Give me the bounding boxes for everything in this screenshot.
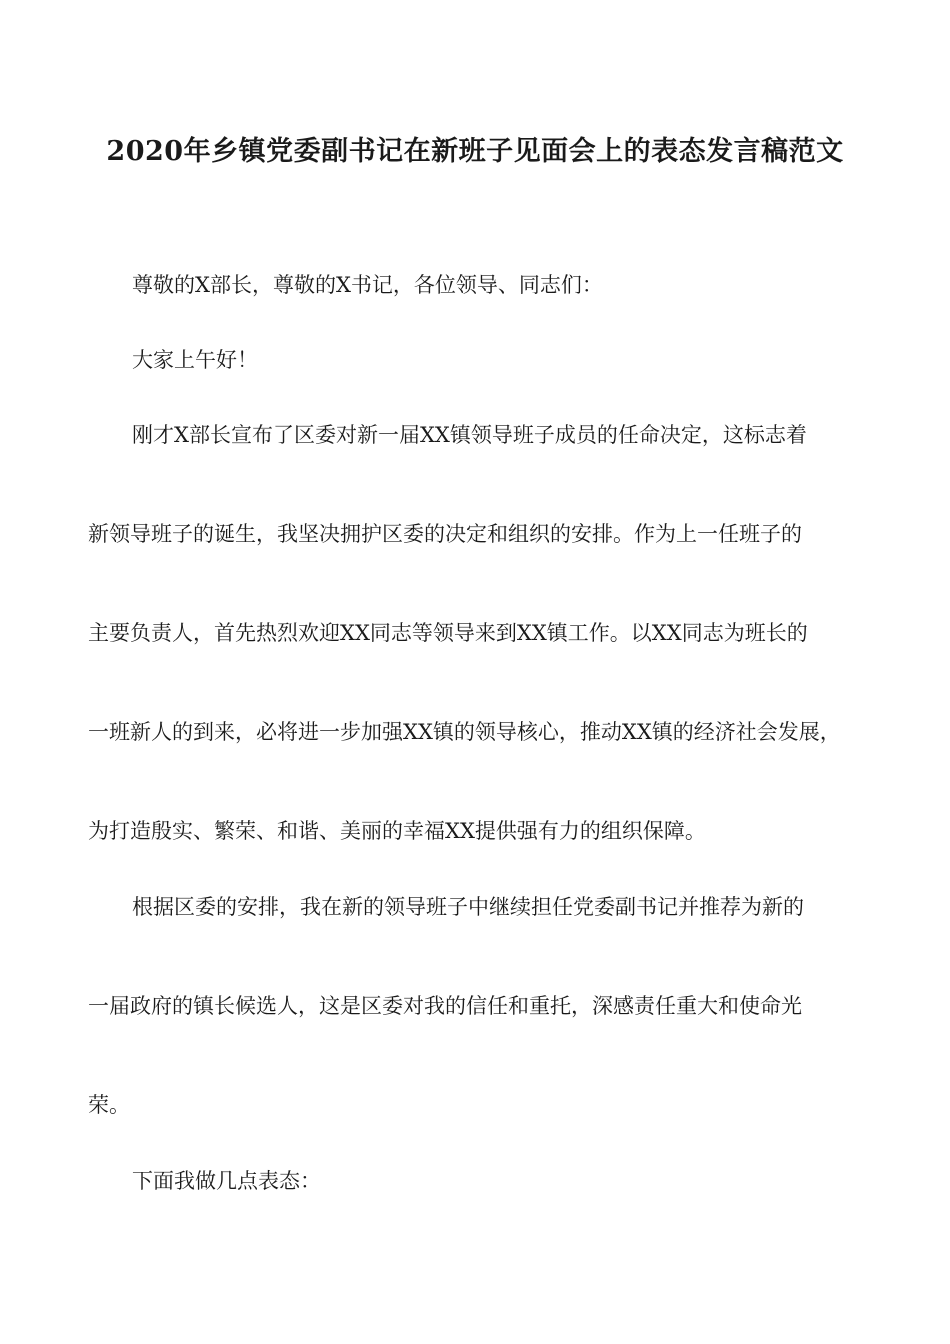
paragraph-greeting: 大家上午好！ bbox=[132, 348, 258, 372]
paragraph-1-line-2: 新领导班子的诞生，我坚决拥护区委的决定和组织的安排。作为上一任班子的 bbox=[88, 522, 802, 546]
paragraph-salutation: 尊敬的X部长，尊敬的X书记，各位领导、同志们： bbox=[132, 273, 603, 297]
paragraph-2-line-1: 根据区委的安排，我在新的领导班子中继续担任党委副书记并推荐为新的 bbox=[132, 895, 804, 919]
paragraph-1-line-5: 为打造殷实、繁荣、和谐、美丽的幸福XX提供强有力的组织保障。 bbox=[88, 819, 706, 843]
paragraph-3: 下面我做几点表态： bbox=[132, 1169, 321, 1193]
paragraph-2-line-2: 一届政府的镇长候选人，这是区委对我的信任和重托，深感责任重大和使命光 bbox=[88, 994, 802, 1018]
paragraph-1-line-4: 一班新人的到来，必将进一步加强XX镇的领导核心，推动XX镇的经济社会发展， bbox=[88, 720, 841, 744]
paragraph-1-line-3: 主要负责人，首先热烈欢迎XX同志等领导来到XX镇工作。以XX同志为班长的 bbox=[88, 621, 808, 645]
paragraph-2-line-3: 荣。 bbox=[88, 1093, 130, 1117]
paragraph-1-line-1: 刚才X部长宣布了区委对新一届XX镇领导班子成员的任命决定，这标志着 bbox=[132, 423, 807, 447]
document-title: 2020年乡镇党委副书记在新班子见面会上的表态发言稿范文 bbox=[106, 136, 844, 167]
